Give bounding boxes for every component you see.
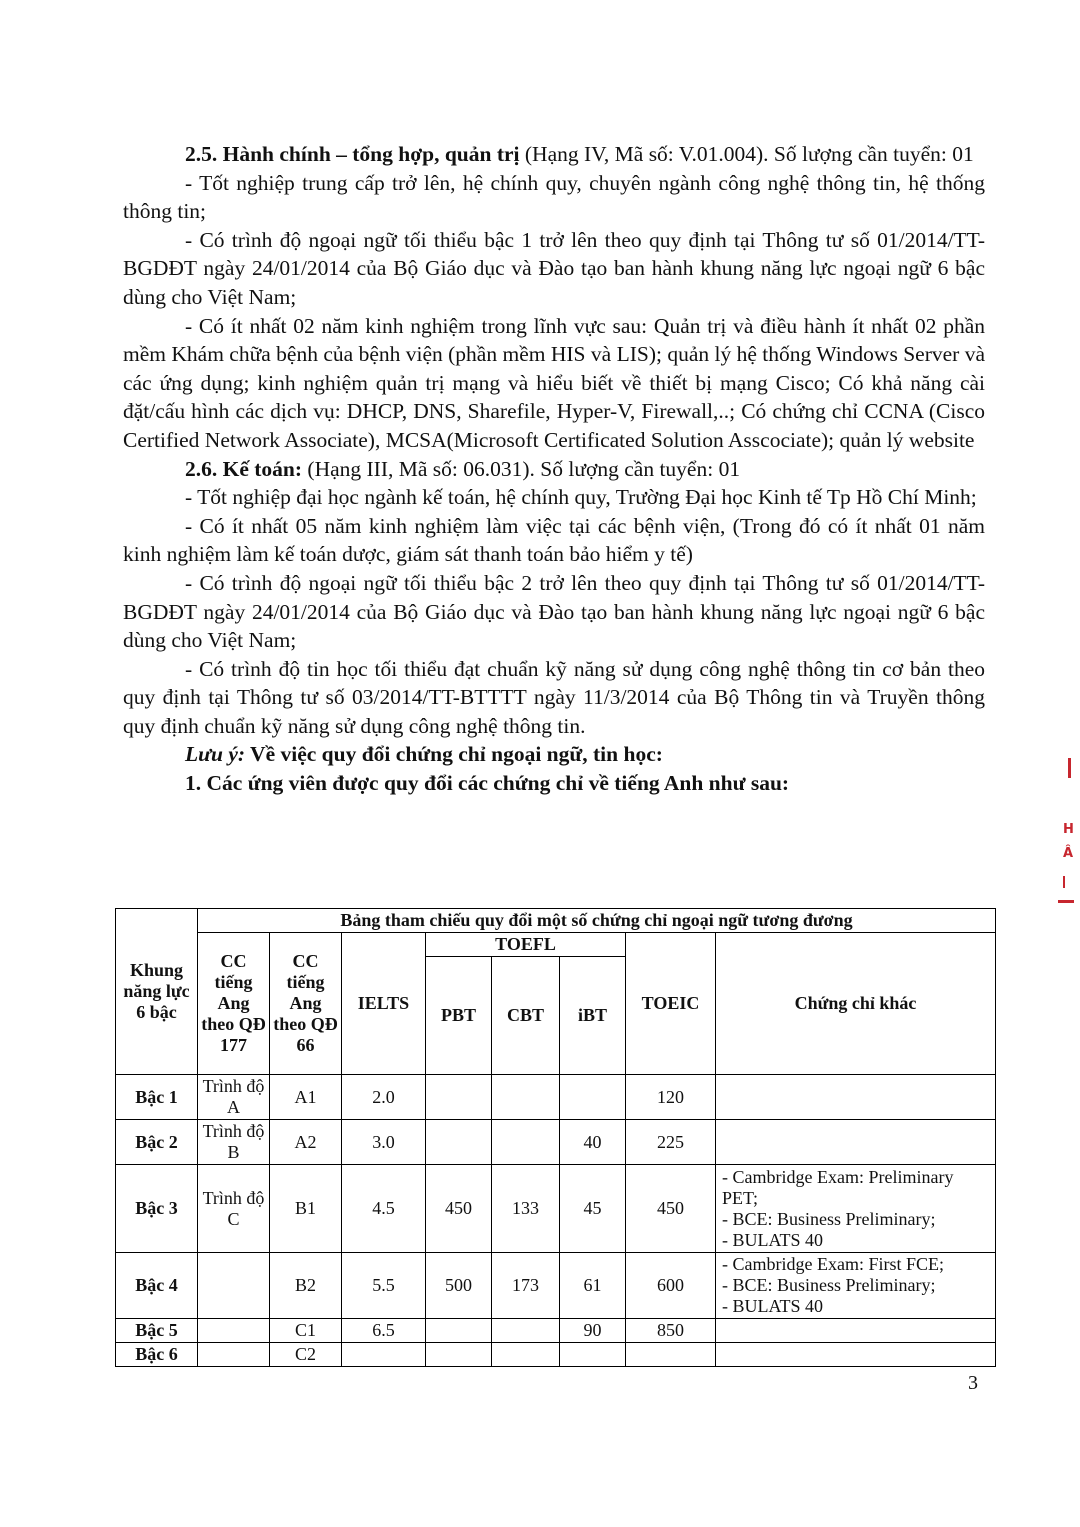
section-detail: (Hạng III, Mã số: 06.031). Số lượng cần tuyển: 01 bbox=[302, 456, 741, 481]
other-cert-cell bbox=[716, 1120, 996, 1165]
header-ielts: IELTS bbox=[342, 933, 426, 1075]
other-cert-line: - BCE: Business Preliminary; bbox=[722, 1275, 936, 1295]
pbt-cell: 450 bbox=[426, 1165, 492, 1253]
requirement-item: - Tốt nghiệp đại học ngành kế toán, hệ chính quy, Trường Đại học Kinh tế Tp Hồ Chí Minh; bbox=[185, 485, 977, 510]
other-cert-cell bbox=[716, 1253, 996, 1319]
section-2-5-title bbox=[123, 140, 985, 169]
other-cert-line: - BULATS 40 bbox=[722, 1229, 824, 1250]
table-row bbox=[116, 1165, 996, 1253]
pbt-cell bbox=[426, 1075, 492, 1120]
level-cell: Bậc 1 bbox=[116, 1075, 198, 1120]
cc66-cell: B2 bbox=[270, 1253, 342, 1319]
ielts-cell: 4.5 bbox=[342, 1165, 426, 1253]
header-framework: Khung năng lực 6 bậc bbox=[116, 909, 198, 1075]
cc177-cell: Trình độ A bbox=[198, 1075, 270, 1120]
header-cbt: CBT bbox=[492, 957, 560, 1075]
stamp-stroke bbox=[1068, 758, 1071, 778]
pbt-cell: 500 bbox=[426, 1253, 492, 1319]
pbt-cell bbox=[426, 1319, 492, 1343]
toeic-cell bbox=[626, 1343, 716, 1367]
other-cert-cell bbox=[716, 1343, 996, 1367]
table-row bbox=[116, 1253, 996, 1319]
note-heading bbox=[123, 740, 985, 769]
stamp-letter: Â bbox=[1063, 846, 1074, 861]
ibt-cell: 90 bbox=[560, 1319, 626, 1343]
other-cert-cell bbox=[716, 1075, 996, 1120]
other-cert-line: - BULATS 40 bbox=[722, 1296, 824, 1316]
stamp-letter: H bbox=[1063, 822, 1074, 837]
header-ibt: iBT bbox=[560, 957, 626, 1075]
cbt-cell bbox=[492, 1120, 560, 1165]
ielts-cell: 5.5 bbox=[342, 1253, 426, 1319]
other-cert-line: - Cambridge Exam: First FCE; bbox=[722, 1254, 944, 1274]
ibt-cell: 40 bbox=[560, 1120, 626, 1165]
page-number: 3 bbox=[968, 1372, 978, 1394]
level-cell: Bậc 2 bbox=[116, 1120, 198, 1165]
toeic-cell: 600 bbox=[626, 1253, 716, 1319]
cc66-cell: B1 bbox=[270, 1165, 342, 1253]
note-item-1: 1. Các ứng viên được quy đổi các chứng chỉ về tiếng Anh như sau: bbox=[185, 771, 790, 796]
other-cert-cell bbox=[716, 1319, 996, 1343]
toeic-cell: 450 bbox=[626, 1165, 716, 1253]
ibt-cell: 61 bbox=[560, 1253, 626, 1319]
cc66-cell: A1 bbox=[270, 1075, 342, 1120]
ielts-cell: 2.0 bbox=[342, 1075, 426, 1120]
cc66-cell: C2 bbox=[270, 1343, 342, 1367]
header-cc177: CC tiếng Ang theo QĐ 177 bbox=[198, 933, 270, 1075]
cbt-cell: 173 bbox=[492, 1253, 560, 1319]
ielts-cell: 3.0 bbox=[342, 1120, 426, 1165]
cbt-cell bbox=[492, 1075, 560, 1120]
language-conversion-table bbox=[115, 908, 996, 1367]
ielts-cell bbox=[342, 1343, 426, 1367]
pbt-cell bbox=[426, 1343, 492, 1367]
requirement-item: - Có trình độ tin học tối thiểu đạt chuẩn kỹ năng sử dụng công nghệ thông tin cơ bản theo quy định tại Thông tư số 03/2014/TT-BTTTT ngày 11/3/2014 của Bộ Thông tin và Truyền thông quy định chuẩn kỹ năng sử dụng công nghệ thông tin. bbox=[123, 656, 985, 738]
note-label: Lưu ý: bbox=[185, 742, 246, 767]
level-cell: Bậc 4 bbox=[116, 1253, 198, 1319]
header-toefl: TOEFL bbox=[426, 933, 626, 957]
other-cert-cell bbox=[716, 1165, 996, 1253]
table-row bbox=[116, 1120, 996, 1165]
cc66-cell: C1 bbox=[270, 1319, 342, 1343]
cc66-cell: A2 bbox=[270, 1120, 342, 1165]
stamp-stroke bbox=[1063, 876, 1065, 888]
ibt-cell bbox=[560, 1343, 626, 1367]
header-toeic: TOEIC bbox=[626, 933, 716, 1075]
requirement-item: - Có ít nhất 05 năm kinh nghiệm làm việc tại các bệnh viện, (Trong đó có ít nhất 01 năm kinh nghiệm làm kế toán dược, giám sát thanh toán bảo hiểm y tế) bbox=[123, 513, 985, 567]
requirement-item: - Tốt nghiệp trung cấp trở lên, hệ chính quy, chuyên ngành công nghệ thông tin, hệ thống thông tin; bbox=[123, 170, 985, 224]
cc177-cell: Trình độ C bbox=[198, 1165, 270, 1253]
section-2-6-title bbox=[123, 455, 985, 484]
cc177-cell bbox=[198, 1319, 270, 1343]
stamp-stroke bbox=[1058, 900, 1074, 903]
requirement-item: - Có ít nhất 02 năm kinh nghiệm trong lĩnh vực sau: Quản trị và điều hành ít nhất 02 phần mềm Khám chữa bệnh của bệnh viện (phần mềm HIS và LIS); quản lý hệ thống Windows Server và các ứng dụng; kinh nghiệm quản trị mạng và hiểu biết về thiết bị mạng Cisco; Có khả năng cài đặt/cấu hình các dịch vụ: DHCP, DNS, Sharefile, Hyper-V, Firewall,..; Có chứng chỉ CCNA (Cisco Certified Network Associate), MCSA(Microsoft Certificated Solution Asscociate); quản lý website bbox=[123, 313, 985, 452]
section-heading: 2.6. Kế toán: bbox=[185, 456, 303, 481]
requirement-item: - Có trình độ ngoại ngữ tối thiểu bậc 1 trở lên theo quy định tại Thông tư số 01/2014/TT-BGDĐT ngày 24/01/2014 của Bộ Giáo dục và Đào tạo ban hành khung năng lực ngoại ngữ 6 bậc dùng cho Việt Nam; bbox=[123, 227, 985, 309]
other-cert-line: - BCE: Business Preliminary; bbox=[722, 1208, 936, 1229]
section-heading: 2.5. Hành chính – tổng hợp, quản trị bbox=[185, 142, 520, 166]
toeic-cell: 850 bbox=[626, 1319, 716, 1343]
requirement-item: - Có trình độ ngoại ngữ tối thiểu bậc 2 trở lên theo quy định tại Thông tư số 01/2014/TT-BGDĐT ngày 24/01/2014 của Bộ Giáo dục và Đào tạo ban hành khung năng lực ngoại ngữ 6 bậc dùng cho Việt Nam; bbox=[123, 570, 985, 653]
document-body bbox=[123, 140, 985, 798]
cc177-cell bbox=[198, 1253, 270, 1319]
cbt-cell bbox=[492, 1319, 560, 1343]
toeic-cell: 225 bbox=[626, 1120, 716, 1165]
table-row bbox=[116, 1343, 996, 1367]
cc177-cell: Trình độ B bbox=[198, 1120, 270, 1165]
table-caption: Bảng tham chiếu quy đổi một số chứng chỉ ngoại ngữ tương đương bbox=[198, 909, 996, 933]
ibt-cell: 45 bbox=[560, 1165, 626, 1253]
cbt-cell bbox=[492, 1343, 560, 1367]
section-detail: (Hạng IV, Mã số: V.01.004). Số lượng cần tuyển: 01 bbox=[519, 142, 974, 166]
header-cc66: CC tiếng Ang theo QĐ 66 bbox=[270, 933, 342, 1075]
level-cell: Bậc 3 bbox=[116, 1165, 198, 1253]
table-row bbox=[116, 1319, 996, 1343]
table-row bbox=[116, 1075, 996, 1120]
level-cell: Bậc 6 bbox=[116, 1343, 198, 1367]
cc177-cell bbox=[198, 1343, 270, 1367]
header-pbt: PBT bbox=[426, 957, 492, 1075]
cbt-cell: 133 bbox=[492, 1165, 560, 1253]
toeic-cell: 120 bbox=[626, 1075, 716, 1120]
pbt-cell bbox=[426, 1120, 492, 1165]
ielts-cell: 6.5 bbox=[342, 1319, 426, 1343]
ibt-cell bbox=[560, 1075, 626, 1120]
note-text: Về việc quy đổi chứng chỉ ngoại ngữ, tin học: bbox=[245, 742, 663, 767]
other-cert-line: - Cambridge Exam: Preliminary PET; bbox=[722, 1166, 954, 1208]
level-cell: Bậc 5 bbox=[116, 1319, 198, 1343]
header-other: Chứng chỉ khác bbox=[716, 933, 996, 1075]
